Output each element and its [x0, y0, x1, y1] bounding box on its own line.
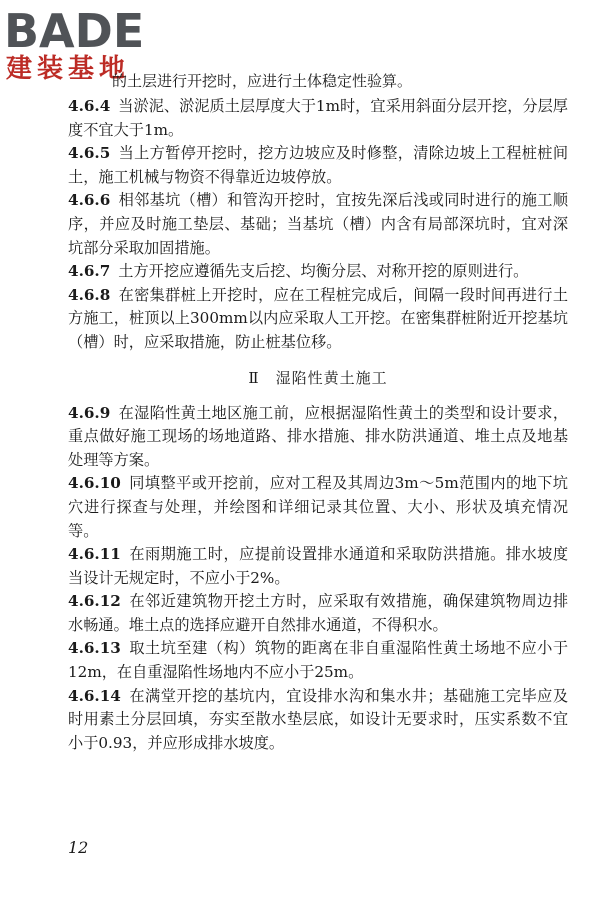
clause-paragraph	[68, 189, 568, 260]
clause-number: 4.6.10	[68, 474, 121, 493]
clause-number: 4.6.12	[68, 592, 121, 611]
clause-number: 4.6.14	[68, 686, 121, 705]
document-body	[68, 95, 568, 755]
page-number: 12	[68, 838, 89, 857]
clause-paragraph	[68, 637, 568, 684]
clause-number: 4.6.5	[68, 144, 111, 163]
clause-paragraph	[68, 95, 568, 142]
clause-list-loess	[68, 402, 568, 756]
clause-number: 4.6.9	[68, 403, 111, 422]
clause-number: 4.6.4	[68, 97, 111, 115]
clause-text: 在密集群桩上开挖时，应在工程桩完成后，间隔一段时间再进行土方施工，桩顶以上300mm以内应采取人工开挖。在密集群桩附近开挖基坑（槽）时，应采取措施，防止桩基位移。	[68, 285, 568, 351]
clause-text: 土方开挖应遵循先支后挖、均衡分层、对称开挖的原则进行。	[118, 262, 529, 281]
clause-text: 相邻基坑（槽）和管沟开挖时，宜按先深后浅或同时进行的施工顺序，并应及时施工垫层、基础；当基坑（槽）内含有局部深坑时，宜对深坑部分采取加固措施。	[68, 191, 568, 257]
clause-text: 同填整平或开挖前，应对工程及其周边3m～5m范围内的地下坑穴进行探查与处理，并绘图和详细记录其位置、大小、形状及填充情况等。	[68, 474, 568, 540]
logo-mark: BADE	[4, 4, 145, 58]
clause-number: 4.6.7	[68, 262, 111, 281]
clause-paragraph	[68, 543, 568, 590]
clause-text: 在雨期施工时，应提前设置排水通道和采取防洪措施。排水坡度当设计无规定时，不应小于2%。	[68, 545, 568, 587]
clause-text: 在满堂开挖的基坑内，宜设排水沟和集水井；基础施工完毕应及时用素土分层回填，夯实至散水垫层底，如设计无要求时，压实系数不宜小于0.93，并应形成排水坡度。	[68, 686, 568, 752]
clause-paragraph	[68, 142, 568, 189]
clause-paragraph	[68, 685, 568, 756]
clause-text: 在邻近建筑物开挖土方时，应采取有效措施，确保建筑物周边排水畅通。堆土点的选择应避开自然排水通道，不得积水。	[68, 592, 568, 634]
clause-paragraph	[68, 402, 568, 473]
clause-paragraph	[68, 260, 568, 284]
clause-number: 4.6.13	[68, 639, 121, 658]
clause-paragraph	[68, 284, 568, 355]
clause-paragraph	[68, 590, 568, 637]
clause-number: 4.6.6	[68, 191, 111, 210]
clause-text: 当上方暂停开挖时，挖方边坡应及时修整，清除边坡上工程桩桩间土，施工机械与物资不得靠近边坡停放。	[68, 144, 568, 186]
top-fragment-text: 的土层进行开挖时，应进行土体稳定性验算。	[112, 72, 413, 90]
logo-subtitle: 建装基地	[6, 54, 131, 84]
clause-list-earthwork	[68, 95, 568, 355]
clause-paragraph	[68, 472, 568, 543]
clause-text: 当淤泥、淤泥质土层厚度大于1m时，宜采用斜面分层开挖，分层厚度不宜大于1m。	[68, 97, 568, 139]
clause-number: 4.6.11	[68, 545, 121, 564]
clause-text: 在湿陷性黄土地区施工前，应根据湿陷性黄土的类型和设计要求，重点做好施工现场的场地道路、排水措施、排水防洪通道、堆土点及地基处理等方案。	[68, 403, 568, 469]
clause-text: 取土坑至建（构）筑物的距离在非自重湿陷性黄土场地不应小于12m，在自重湿陷性场地内不应小于25m。	[68, 639, 568, 682]
section-heading: Ⅱ 湿陷性黄土施工	[248, 368, 388, 387]
clause-number: 4.6.8	[68, 285, 111, 304]
